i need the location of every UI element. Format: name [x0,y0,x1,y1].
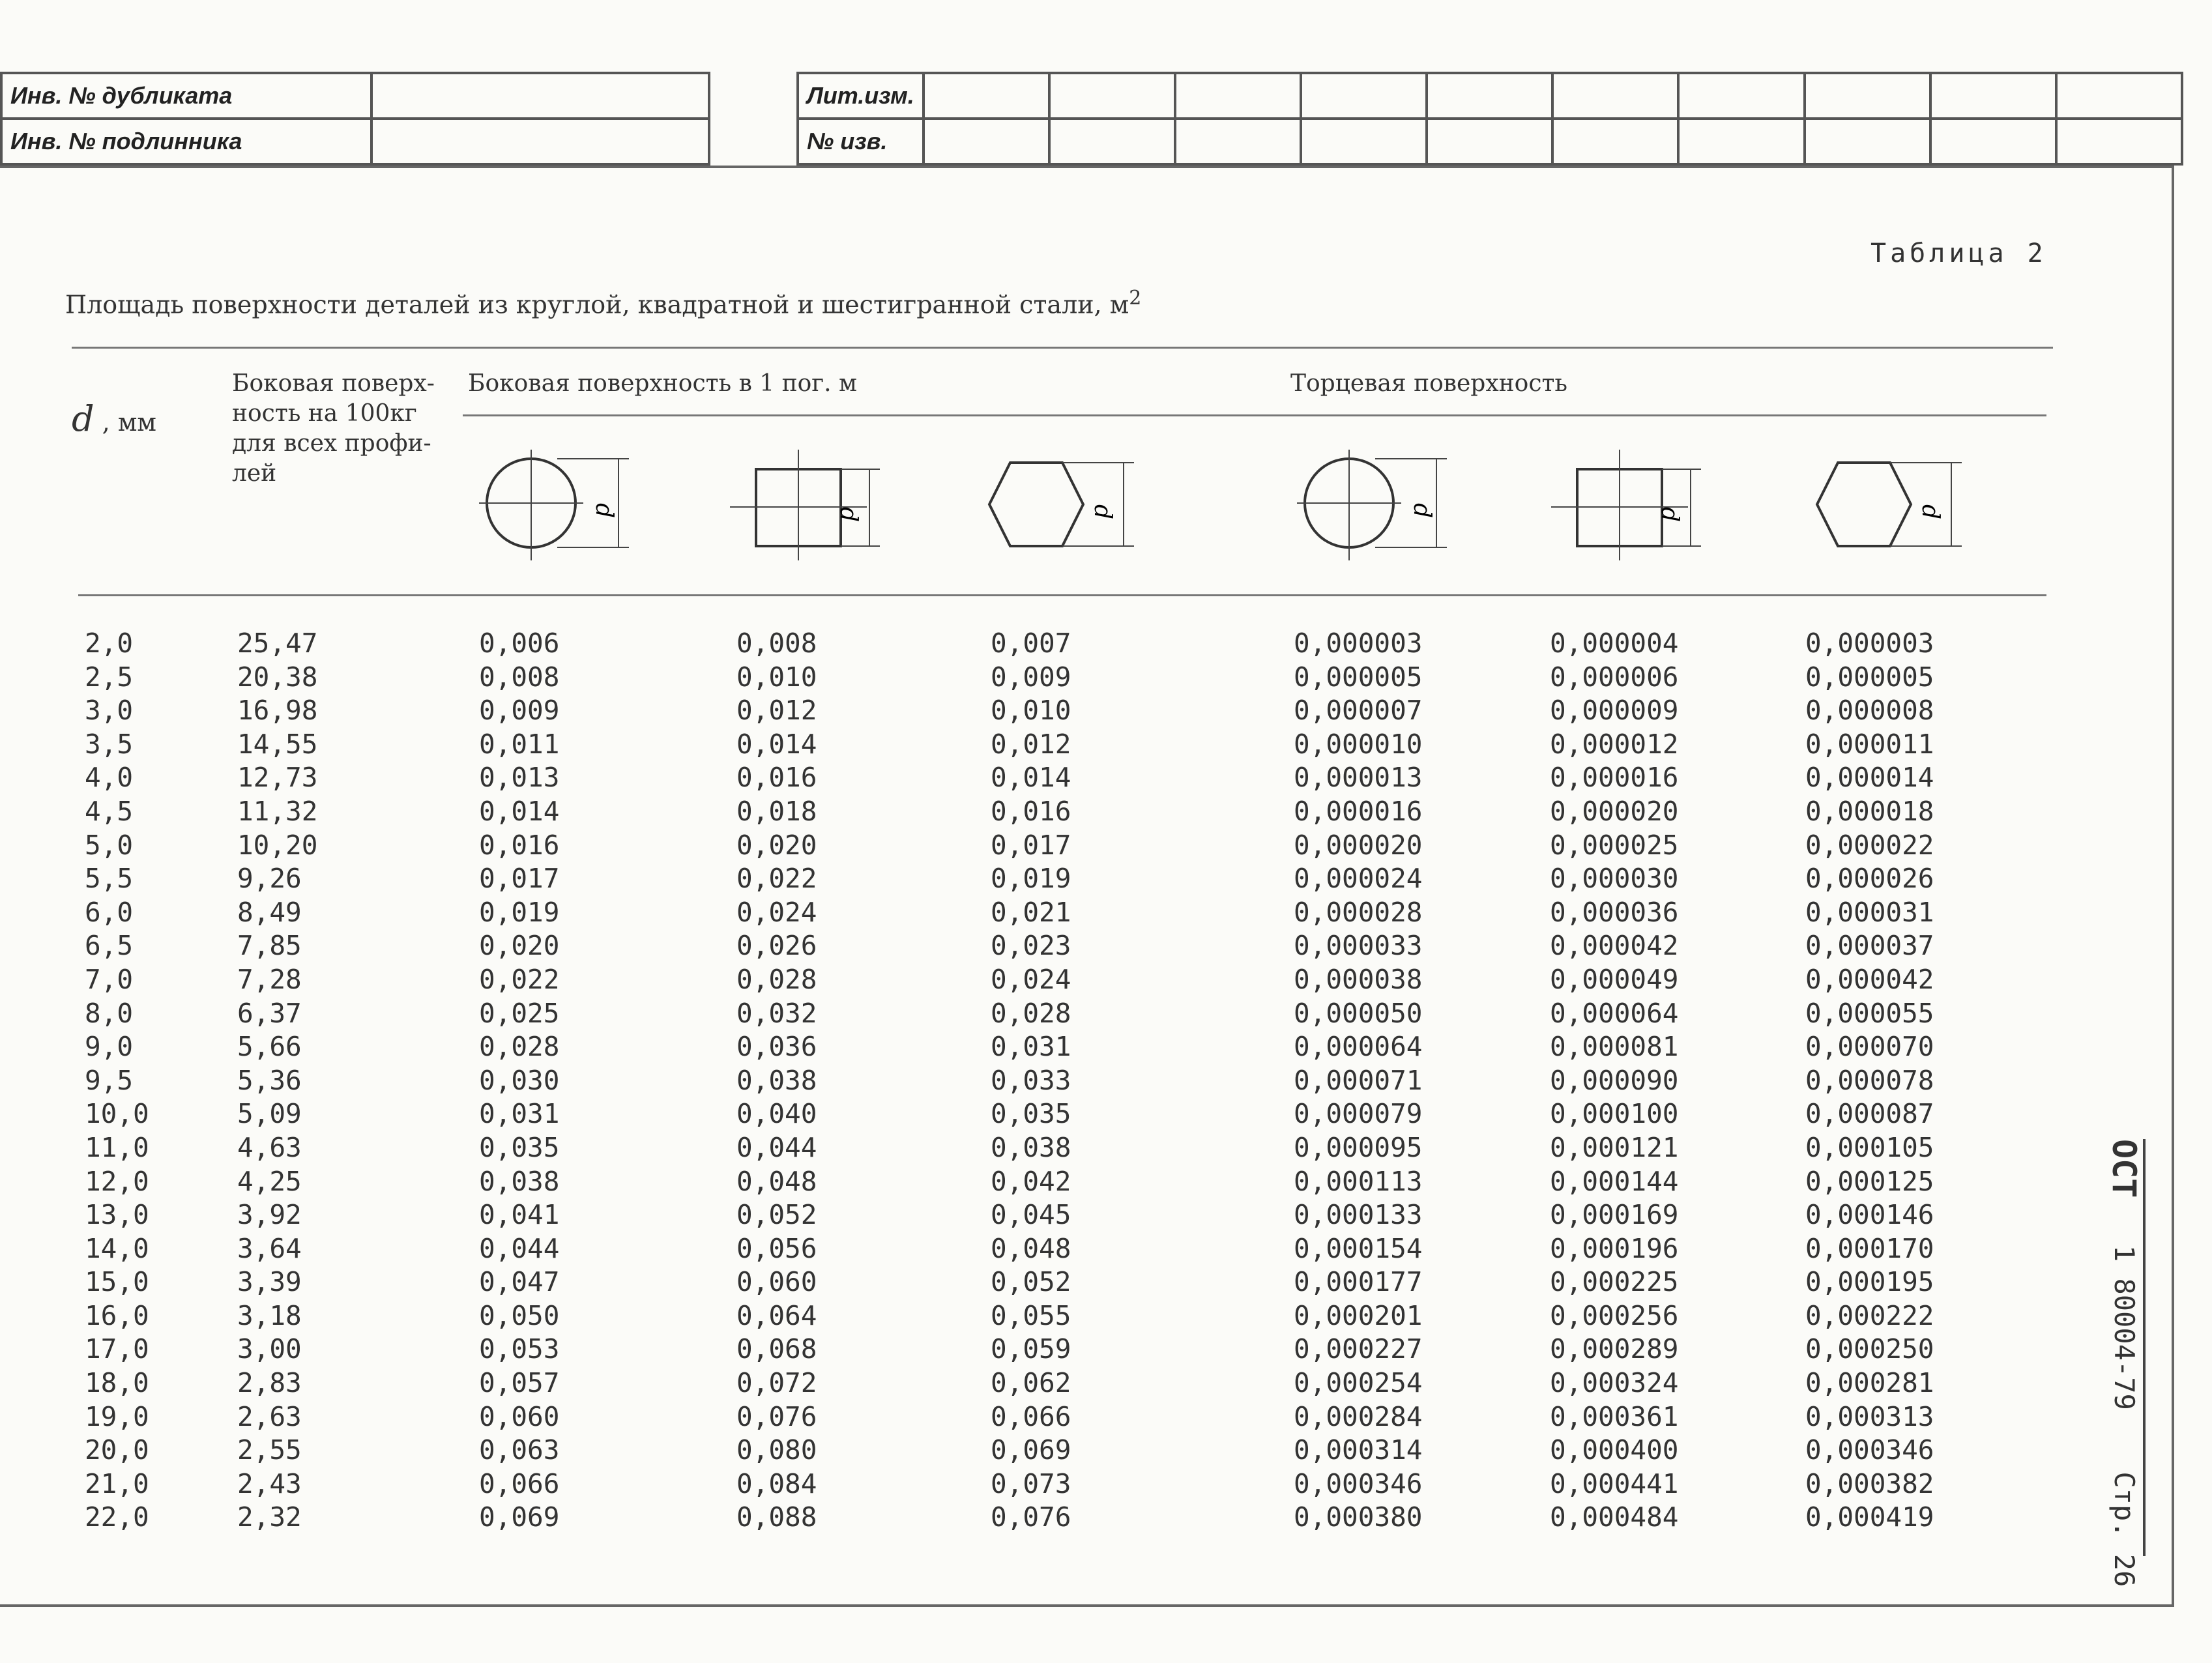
table-cell: 0,000313 [1805,1400,1934,1432]
table-cell: 0,000090 [1550,1064,1679,1096]
table-cell: 0,057 [479,1367,560,1399]
column-side-square [736,627,817,1535]
table-cell: 0,000078 [1805,1064,1934,1096]
header-line: Боковая поверх- [232,370,435,397]
frame-border-top [0,166,2174,168]
table-cell: 0,000361 [1550,1400,1679,1432]
table-cell: 0,008 [479,661,560,693]
table-cell: 0,000281 [1805,1367,1934,1399]
table-cell: 5,5 [85,863,134,895]
dim-label: d [590,503,617,519]
circle-profile-icon [479,450,635,560]
table-cell: 0,072 [736,1367,817,1399]
table-cell: 0,055 [991,1299,1071,1331]
table-cell: 4,0 [85,762,134,794]
table-cell: 0,000064 [1294,1031,1423,1063]
table-cell: 0,000133 [1294,1199,1423,1231]
table-cell: 0,000400 [1550,1434,1679,1466]
table-cell: 0,000055 [1805,997,1934,1029]
table-cell: 0,019 [991,863,1071,895]
table-cell: 0,028 [736,963,817,995]
table-cell: 0,038 [736,1064,817,1096]
table-cell: 0,000144 [1550,1165,1679,1197]
table-cell: 0,009 [991,661,1071,693]
table-cell: 16,0 [85,1299,149,1331]
column-end-round [1294,627,1422,1535]
table-cell: 0,000289 [1550,1333,1679,1365]
table-cell: 0,048 [736,1165,817,1197]
table-cell: 0,016 [479,829,560,861]
table-cell: 0,000100 [1550,1098,1679,1130]
table-cell: 0,038 [479,1165,560,1197]
table-cell: 0,073 [991,1468,1071,1499]
table-cell: 2,63 [237,1400,302,1432]
table-cell: 0,064 [736,1299,817,1331]
table-cell: 0,000113 [1294,1165,1423,1197]
table-cell: 0,069 [479,1501,560,1533]
table-cell: 7,28 [237,963,302,995]
table-cell: 9,5 [85,1064,134,1096]
ost-label: ОСТ [2105,1139,2143,1198]
table-cell: 3,0 [85,695,134,727]
frame-border-right [2172,166,2174,1606]
table-cell: 0,008 [736,628,817,659]
table-cell: 18,0 [85,1367,149,1399]
table-cell: 0,016 [991,795,1071,827]
table-cell: 14,0 [85,1232,149,1264]
table-cell: 0,076 [736,1400,817,1432]
table-cell: 0,000016 [1550,762,1679,794]
table-cell: 0,000125 [1805,1165,1934,1197]
table-cell: 9,26 [237,863,302,895]
table-cell: 0,000227 [1294,1333,1423,1365]
table-cell: 0,014 [736,728,817,760]
header-end: Торцевая поверхность [1290,370,1568,397]
table-cell: 0,000011 [1805,728,1934,760]
table-cell: 17,0 [85,1333,149,1365]
table-cell: 0,035 [991,1098,1071,1130]
table-cell: 0,000201 [1294,1299,1423,1331]
table-cell: 0,000004 [1550,628,1679,659]
table-cell: 0,000195 [1805,1266,1934,1298]
header-rule-top [72,347,2053,349]
header-side-1m: Боковая поверхность в 1 пог. м [468,370,858,397]
table-cell: 0,000020 [1294,829,1423,861]
table-cell: 3,5 [85,728,134,760]
table-cell: 0,028 [479,1031,560,1063]
table-cell: 0,000196 [1550,1232,1679,1264]
table-cell: 0,023 [991,930,1071,962]
table-cell: 0,053 [479,1333,560,1365]
table-cell: 0,059 [991,1333,1071,1365]
table-cell: 0,052 [736,1199,817,1231]
table-cell: 0,066 [991,1400,1071,1432]
table-cell: 5,09 [237,1098,302,1130]
table-cell: 4,25 [237,1165,302,1197]
table-cell: 0,017 [479,863,560,895]
table-cell: 0,010 [736,661,817,693]
table-cell: 0,010 [991,695,1071,727]
table-cell: 0,000033 [1294,930,1423,962]
table-cell: 0,040 [736,1098,817,1130]
table-cell: 10,0 [85,1098,149,1130]
table-cell: 0,056 [736,1232,817,1264]
table-cell: 0,000222 [1805,1299,1934,1331]
table-cell: 0,000031 [1805,896,1934,928]
table-cell: 0,013 [479,762,560,794]
table-cell: 0,000020 [1550,795,1679,827]
table-cell: 0,038 [991,1131,1071,1163]
table-cell: 6,0 [85,896,134,928]
column-end-square [1550,627,1678,1535]
table-cell: 0,000250 [1805,1333,1934,1365]
table-cell: 0,000284 [1294,1400,1423,1432]
table-cell: 0,000170 [1805,1232,1934,1264]
stamp-value [371,73,709,119]
table-cell: 0,000003 [1294,628,1423,659]
table-cell: 0,000024 [1294,863,1423,895]
dim-label: d [1089,504,1116,520]
table-cell: 2,5 [85,661,134,693]
revision-stamp [796,72,2183,166]
table-cell: 0,000028 [1294,896,1423,928]
table-cell: 0,069 [991,1434,1071,1466]
table-cell: 0,000007 [1294,695,1423,727]
dim-label: d [1408,503,1435,519]
table-cell: 0,084 [736,1468,817,1499]
table-cell: 0,000050 [1294,997,1423,1029]
table-cell: 10,20 [237,829,318,861]
table-cell: 0,035 [479,1131,560,1163]
dim-label: d [835,507,862,523]
table-cell: 0,041 [479,1199,560,1231]
table-cell: 5,0 [85,829,134,861]
hexagon-profile-icon [1812,450,1968,560]
table-cell: 0,022 [736,863,817,895]
table-cell: 9,0 [85,1031,134,1063]
table-cell: 0,000484 [1550,1501,1679,1533]
table-cell: 15,0 [85,1266,149,1298]
table-cell: 0,048 [991,1232,1071,1264]
table-cell: 6,5 [85,930,134,962]
column-d [85,627,149,1535]
table-cell: 0,014 [991,762,1071,794]
table-cell: 3,18 [237,1299,302,1331]
dim-label: d [1917,504,1943,520]
table-cell: 0,080 [736,1434,817,1466]
table-cell: 0,045 [991,1199,1071,1231]
header-side-100kg [232,369,435,489]
square-profile-icon [1551,450,1708,560]
table-cell: 0,000314 [1294,1434,1423,1466]
table-cell: 0,000071 [1294,1064,1423,1096]
table-cell: 3,39 [237,1266,302,1298]
frame-border-bottom [0,1604,2174,1607]
hexagon-profile-icon [984,450,1141,560]
table-cell: 0,000064 [1550,997,1679,1029]
table-cell: 0,025 [479,997,560,1029]
table-cell: 0,000042 [1550,930,1679,962]
table-cell: 0,020 [736,829,817,861]
table-cell: 12,73 [237,762,318,794]
table-cell: 0,026 [736,930,817,962]
table-cell: 0,060 [736,1266,817,1298]
table-cell: 0,000441 [1550,1468,1679,1499]
header-rule-sub [463,414,2046,416]
table-cell: 0,000006 [1550,661,1679,693]
table-cell: 4,5 [85,795,134,827]
table-cell: 0,000016 [1294,795,1423,827]
table-cell: 0,012 [736,695,817,727]
table-cell: 0,068 [736,1333,817,1365]
stamp-label: Инв. № подлинника [1,119,371,164]
table-cell: 0,032 [736,997,817,1029]
table-cell: 7,0 [85,963,134,995]
table-cell: 20,0 [85,1434,149,1466]
header-line: для всех профи- [232,430,431,457]
table-cell: 0,000095 [1294,1131,1423,1163]
table-cell: 0,000346 [1805,1434,1934,1466]
table-cell: 0,000030 [1550,863,1679,895]
table-cell: 0,017 [991,829,1071,861]
table-cell: 0,000012 [1550,728,1679,760]
table-cell: 0,000013 [1294,762,1423,794]
table-cell: 4,63 [237,1131,302,1163]
table-cell: 0,076 [991,1501,1071,1533]
dim-label: d [1656,507,1683,523]
table-cell: 0,000225 [1550,1266,1679,1298]
table-cell: 22,0 [85,1501,149,1533]
table-cell: 0,000049 [1550,963,1679,995]
table-cell: 0,042 [991,1165,1071,1197]
table-cell: 0,031 [991,1031,1071,1063]
table-cell: 7,85 [237,930,302,962]
table-cell: 0,047 [479,1266,560,1298]
table-cell: 0,000008 [1805,695,1934,727]
table-cell: 0,000087 [1805,1098,1934,1130]
table-cell: 0,033 [991,1064,1071,1096]
table-cell: 19,0 [85,1400,149,1432]
table-cell: 5,36 [237,1064,302,1096]
table-cell: 21,0 [85,1468,149,1499]
table-cell: 0,000254 [1294,1367,1423,1399]
table-cell: 0,000005 [1294,661,1423,693]
table-cell: 0,000380 [1294,1501,1423,1533]
table-cell: 8,49 [237,896,302,928]
header-line: ность на 100кг [232,400,417,427]
table-cell: 0,000346 [1294,1468,1423,1499]
table-cell: 8,0 [85,997,134,1029]
table-cell: 0,000005 [1805,661,1934,693]
table-cell: 0,000036 [1550,896,1679,928]
table-cell: 0,014 [479,795,560,827]
table-cell: 0,000169 [1550,1199,1679,1231]
table-cell: 0,024 [991,963,1071,995]
column-side-hex [991,627,1071,1535]
table-cell: 25,47 [237,628,318,659]
circle-profile-icon [1297,450,1453,560]
stamp-label: № изв. [798,119,924,164]
table-cell: 3,64 [237,1232,302,1264]
table-cell: 6,37 [237,997,302,1029]
table-cell: 0,000026 [1805,863,1934,895]
caption-superscript: 2 [1129,287,1142,310]
table-cell: 2,0 [85,628,134,659]
standard-side-stamp [2100,1139,2146,1587]
standard-number: 1 80004-79 [2108,1245,2140,1410]
table-cell: 0,012 [991,728,1071,760]
table-cell: 0,020 [479,930,560,962]
column-side-round [479,627,559,1535]
table-cell: 0,000121 [1550,1131,1679,1163]
stamp-value [371,119,709,164]
table-cell: 0,007 [991,628,1071,659]
table-cell: 0,066 [479,1468,560,1499]
table-cell: 0,000079 [1294,1098,1423,1130]
table-cell: 0,000009 [1550,695,1679,727]
table-cell: 0,000022 [1805,829,1934,861]
table-cell: 0,000010 [1294,728,1423,760]
table-cell: 0,011 [479,728,560,760]
table-cell: 0,030 [479,1064,560,1096]
table-cell: 0,000037 [1805,930,1934,962]
header-rule-bottom [78,594,2046,596]
table-cell: 2,32 [237,1501,302,1533]
table-caption [65,287,1141,319]
table-cell: 0,063 [479,1434,560,1466]
table-cell: 14,55 [237,728,318,760]
table-cell: 0,060 [479,1400,560,1432]
table-cell: 0,000419 [1805,1501,1934,1533]
page-number: Стр. 26 [2108,1471,2140,1587]
table-cell: 20,38 [237,661,318,693]
table-cell: 3,92 [237,1199,302,1231]
table-cell: 2,55 [237,1434,302,1466]
stamp-label: Инв. № дубликата [1,73,371,119]
table-cell: 0,031 [479,1098,560,1130]
table-cell: 0,022 [479,963,560,995]
table-cell: 0,000003 [1805,628,1934,659]
table-cell: 0,024 [736,896,817,928]
table-cell: 0,016 [736,762,817,794]
table-cell: 0,000154 [1294,1232,1423,1264]
table-cell: 2,83 [237,1367,302,1399]
table-cell: 0,052 [991,1266,1071,1298]
inventory-stamp [0,72,710,166]
stamp-label: Лит.изм. [798,73,924,119]
table-cell: 12,0 [85,1165,149,1197]
table-cell: 0,028 [991,997,1071,1029]
table-cell: 0,000038 [1294,963,1423,995]
square-profile-icon [730,450,886,560]
caption-text: Площадь поверхности деталей из круглой, квадратной и шестигранной стали, м [65,290,1129,319]
table-cell: 0,000177 [1294,1266,1423,1298]
table-cell: 16,98 [237,695,318,727]
table-cell: 11,32 [237,795,318,827]
table-cell: 0,021 [991,896,1071,928]
column-end-hex [1805,627,1934,1535]
table-cell: 0,044 [479,1232,560,1264]
table-cell: 0,062 [991,1367,1071,1399]
table-cell: 0,000256 [1550,1299,1679,1331]
table-cell: 3,00 [237,1333,302,1365]
table-cell: 0,006 [479,628,560,659]
table-cell: 5,66 [237,1031,302,1063]
table-number: Таблица 2 [1870,239,2047,268]
table-cell: 0,009 [479,695,560,727]
table-cell: 0,019 [479,896,560,928]
table-cell: 2,43 [237,1468,302,1499]
table-cell: 0,000146 [1805,1199,1934,1231]
table-cell: 0,000070 [1805,1031,1934,1063]
table-cell: 0,000014 [1805,762,1934,794]
header-d: d , мм [72,398,156,439]
table-cell: 0,000382 [1805,1468,1934,1499]
table-cell: 13,0 [85,1199,149,1231]
table-cell: 0,000324 [1550,1367,1679,1399]
table-cell: 11,0 [85,1131,149,1163]
table-cell: 0,000025 [1550,829,1679,861]
table-cell: 0,036 [736,1031,817,1063]
table-cell: 0,000081 [1550,1031,1679,1063]
column-side-100kg [237,627,317,1535]
header-line: лей [232,460,277,487]
table-cell: 0,000105 [1805,1131,1934,1163]
table-cell: 0,044 [736,1131,817,1163]
table-cell: 0,050 [479,1299,560,1331]
table-cell: 0,018 [736,795,817,827]
table-cell: 0,088 [736,1501,817,1533]
table-cell: 0,000042 [1805,963,1934,995]
table-cell: 0,000018 [1805,795,1934,827]
